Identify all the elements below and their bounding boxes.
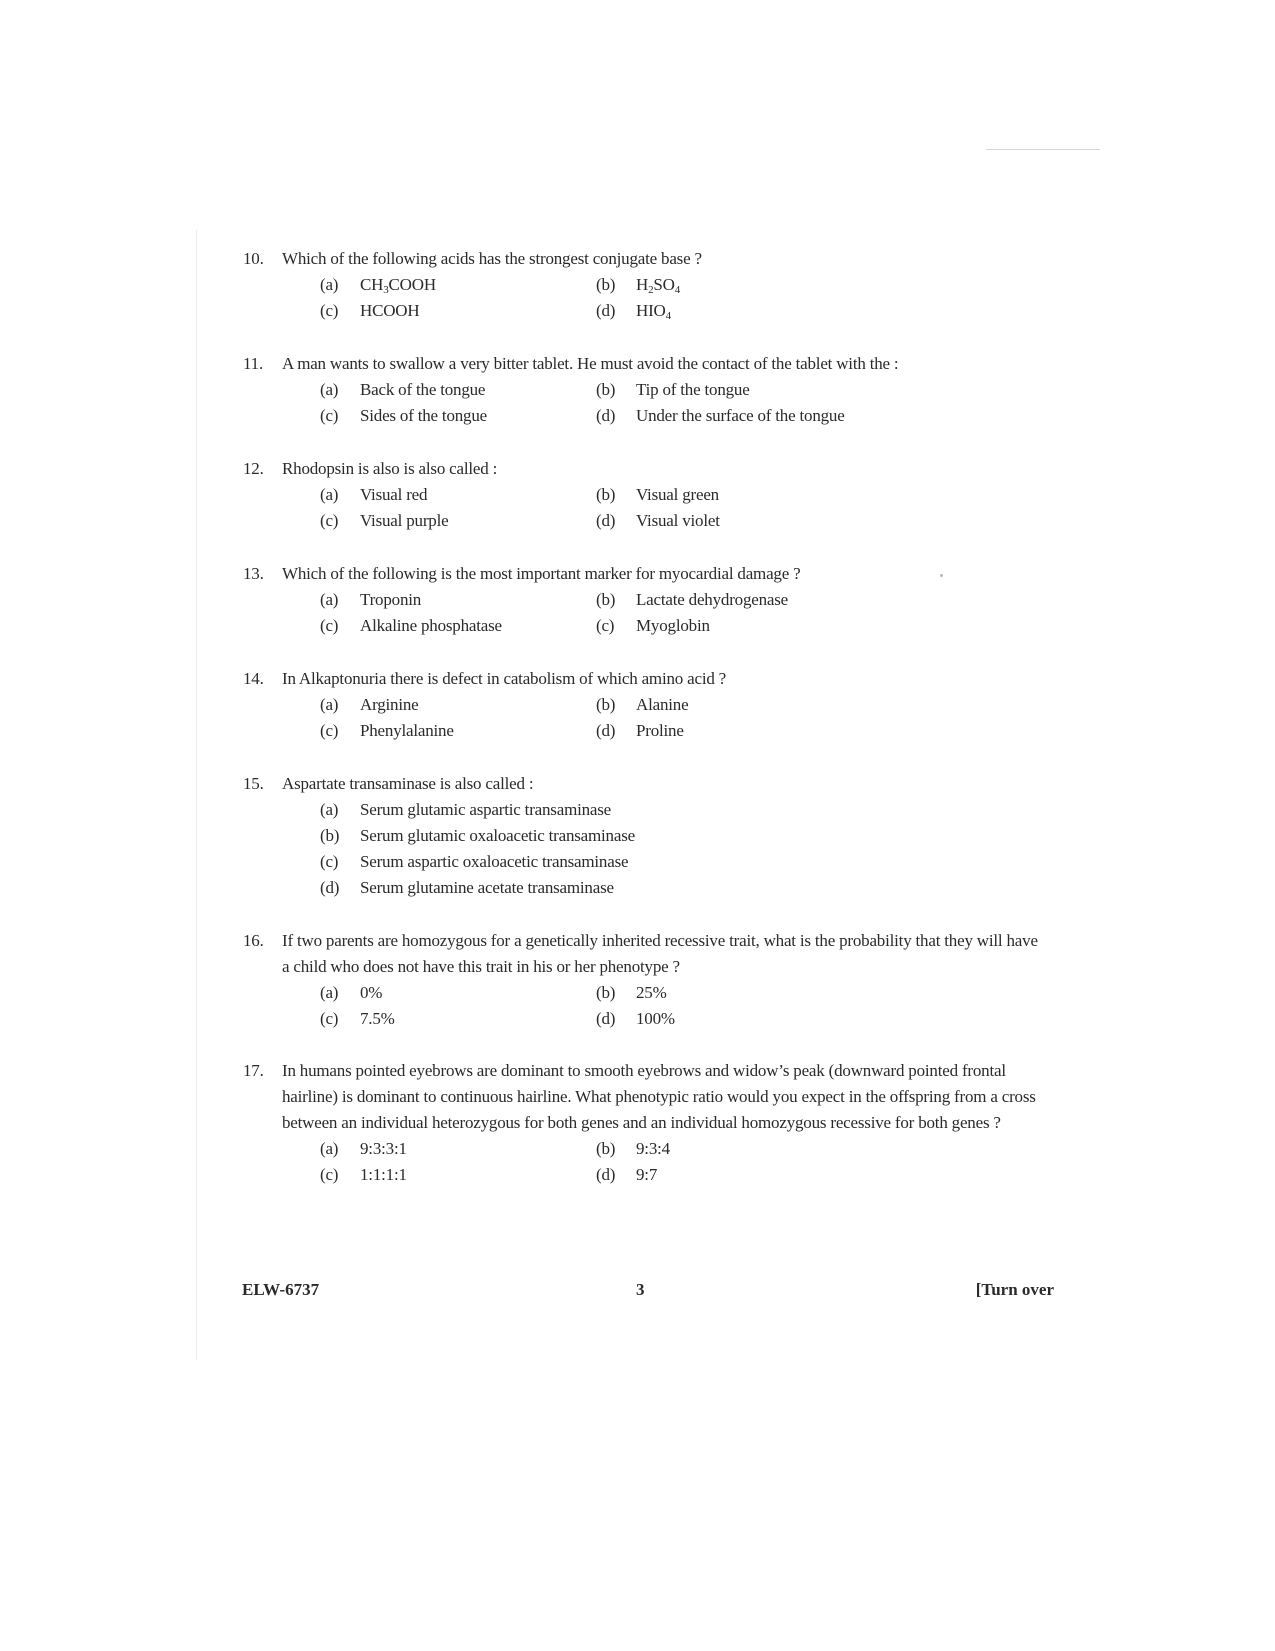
option-letter: (a) (320, 380, 339, 399)
option-d (596, 718, 896, 744)
option-d (596, 298, 896, 324)
scan-edge-line (986, 149, 1100, 150)
option-a (320, 797, 880, 823)
option-letter: (d) (596, 1165, 616, 1184)
question-text: Aspartate transaminase is also called : (282, 774, 534, 793)
question-11 (243, 351, 1073, 429)
option-d (320, 875, 880, 901)
question-14 (243, 666, 1073, 744)
option-letter: (c) (320, 511, 339, 530)
option-letter: (c) (320, 301, 339, 320)
option-letter: (b) (596, 1139, 616, 1158)
question-12 (243, 456, 1073, 534)
option-a (320, 587, 596, 613)
option-text: Troponin (360, 590, 422, 609)
question-number: 14. (243, 669, 264, 688)
question-number: 11. (243, 354, 264, 373)
question-number: 12. (243, 459, 264, 478)
option-text: 9:3:4 (636, 1139, 670, 1158)
option-text: 100% (636, 1009, 675, 1028)
option-letter: (a) (320, 485, 339, 504)
option-d (596, 508, 896, 534)
options-grid (320, 980, 1073, 1032)
option-letter: (b) (596, 275, 616, 294)
option-c (320, 849, 880, 875)
option-a (320, 272, 596, 298)
option-d (596, 613, 896, 639)
option-text: Lactate dehydrogenase (636, 590, 789, 609)
option-c (320, 718, 596, 744)
question-text: Which of the following acids has the strongest conjugate base ? (282, 249, 702, 268)
option-text: Visual violet (636, 511, 720, 530)
question-text: In Alkaptonuria there is defect in catabolism of which amino acid ? (282, 669, 727, 688)
option-c (320, 1006, 596, 1032)
options-grid (320, 692, 1073, 744)
option-text: $HIO_4$ (636, 301, 671, 322)
option-letter: (c) (596, 616, 615, 635)
option-letter: (d) (596, 301, 616, 320)
question-10 (243, 246, 1073, 324)
option-b (596, 482, 896, 508)
option-text: Serum aspartic oxaloacetic transaminase (360, 852, 629, 871)
option-letter: (a) (320, 983, 339, 1002)
option-text: Visual purple (360, 511, 449, 530)
option-a (320, 377, 596, 403)
option-letter: (b) (320, 826, 340, 845)
question-16 (243, 928, 1073, 1032)
question-number: 10. (243, 249, 264, 268)
options-grid (320, 1136, 1073, 1188)
option-text: 1:1:1:1 (360, 1165, 407, 1184)
option-text: Under the surface of the tongue (636, 406, 845, 425)
option-a (320, 980, 596, 1006)
option-b (596, 587, 896, 613)
option-b (596, 377, 896, 403)
options-list (320, 797, 1073, 901)
option-text: $CH_3COOH$ (360, 275, 436, 296)
option-c (320, 403, 596, 429)
option-d (596, 1162, 896, 1188)
option-a (320, 1136, 596, 1162)
option-letter: (b) (596, 590, 616, 609)
option-text: HCOOH (360, 301, 420, 320)
options-grid (320, 377, 1073, 429)
question-text: In humans pointed eyebrows are dominant to smooth eyebrows and widow’s peak (downward pointed frontal hairline) is dominant to continuous hairline. What phenotypic ratio would you expect in the offspring from a cross between an individual heterozygous for both genes and an individual homozygous recessive for both genes ? (282, 1061, 1036, 1132)
option-letter: (c) (320, 1165, 339, 1184)
option-letter: (a) (320, 275, 339, 294)
option-text: Sides of the tongue (360, 406, 487, 425)
option-c (320, 298, 596, 324)
question-text: Which of the following is the most important marker for myocardial damage ? (282, 564, 801, 583)
question-15 (243, 771, 1073, 901)
option-text: Visual green (636, 485, 719, 504)
option-letter: (c) (320, 616, 339, 635)
option-letter: (c) (320, 1009, 339, 1028)
option-a (320, 482, 596, 508)
options-grid (320, 272, 1073, 324)
option-letter: (b) (596, 485, 616, 504)
option-letter: (a) (320, 1139, 339, 1158)
option-c (320, 1162, 596, 1188)
question-number: 15. (243, 774, 264, 793)
option-c (320, 508, 596, 534)
option-b (596, 272, 896, 298)
option-letter: (d) (596, 406, 616, 425)
option-letter: (a) (320, 695, 339, 714)
option-d (596, 403, 896, 429)
option-text: Alkaline phosphatase (360, 616, 502, 635)
question-number: 16. (243, 931, 264, 950)
option-letter: (d) (596, 511, 616, 530)
option-text: 9:7 (636, 1165, 658, 1184)
option-text: Serum glutamine acetate transaminase (360, 878, 614, 897)
question-number: 17. (243, 1061, 264, 1080)
scan-margin-line (196, 230, 197, 1360)
page-footer (242, 1280, 1054, 1304)
option-letter: (d) (320, 878, 340, 897)
option-letter: (a) (320, 590, 339, 609)
question-text: If two parents are homozygous for a genetically inherited recessive trait, what is the probability that they will have a child who does not have this trait in his or her phenotype ? (282, 931, 1038, 976)
option-a (320, 692, 596, 718)
option-text: Phenylalanine (360, 721, 454, 740)
page-number: 3 (636, 1280, 645, 1299)
option-letter: (d) (596, 721, 616, 740)
option-c (320, 613, 596, 639)
options-grid (320, 587, 1073, 639)
option-b (596, 692, 896, 718)
question-13 (243, 561, 1073, 639)
turn-over-label: [Turn over (975, 1280, 1054, 1299)
option-letter: (c) (320, 406, 339, 425)
option-text: 9:3:3:1 (360, 1139, 407, 1158)
option-text: Serum glutamic oxaloacetic transaminase (360, 826, 635, 845)
option-letter: (b) (596, 983, 616, 1002)
option-text: 7.5% (360, 1009, 395, 1028)
option-letter: (c) (320, 721, 339, 740)
paper-code: ELW-6737 (242, 1280, 320, 1299)
option-text: $H_2SO_4$ (636, 275, 681, 296)
option-text: Alanine (636, 695, 689, 714)
question-17 (243, 1058, 1073, 1188)
option-b (596, 1136, 896, 1162)
option-b (320, 823, 880, 849)
option-text: Back of the tongue (360, 380, 486, 399)
question-text: Rhodopsin is also is also called : (282, 459, 498, 478)
option-text: Tip of the tongue (636, 380, 750, 399)
option-text: Proline (636, 721, 684, 740)
option-b (596, 980, 896, 1006)
option-text: Arginine (360, 695, 419, 714)
options-grid (320, 482, 1073, 534)
option-text: Myoglobin (636, 616, 710, 635)
question-number: 13. (243, 564, 264, 583)
option-letter: (c) (320, 852, 339, 871)
option-letter: (d) (596, 1009, 616, 1028)
option-letter: (b) (596, 695, 616, 714)
option-text: 0% (360, 983, 383, 1002)
option-text: Serum glutamic aspartic transaminase (360, 800, 612, 819)
option-text: Visual red (360, 485, 428, 504)
option-text: 25% (636, 983, 667, 1002)
option-letter: (a) (320, 800, 339, 819)
option-d (596, 1006, 896, 1032)
question-text: A man wants to swallow a very bitter tablet. He must avoid the contact of the tablet with the : (282, 354, 899, 373)
option-letter: (b) (596, 380, 616, 399)
